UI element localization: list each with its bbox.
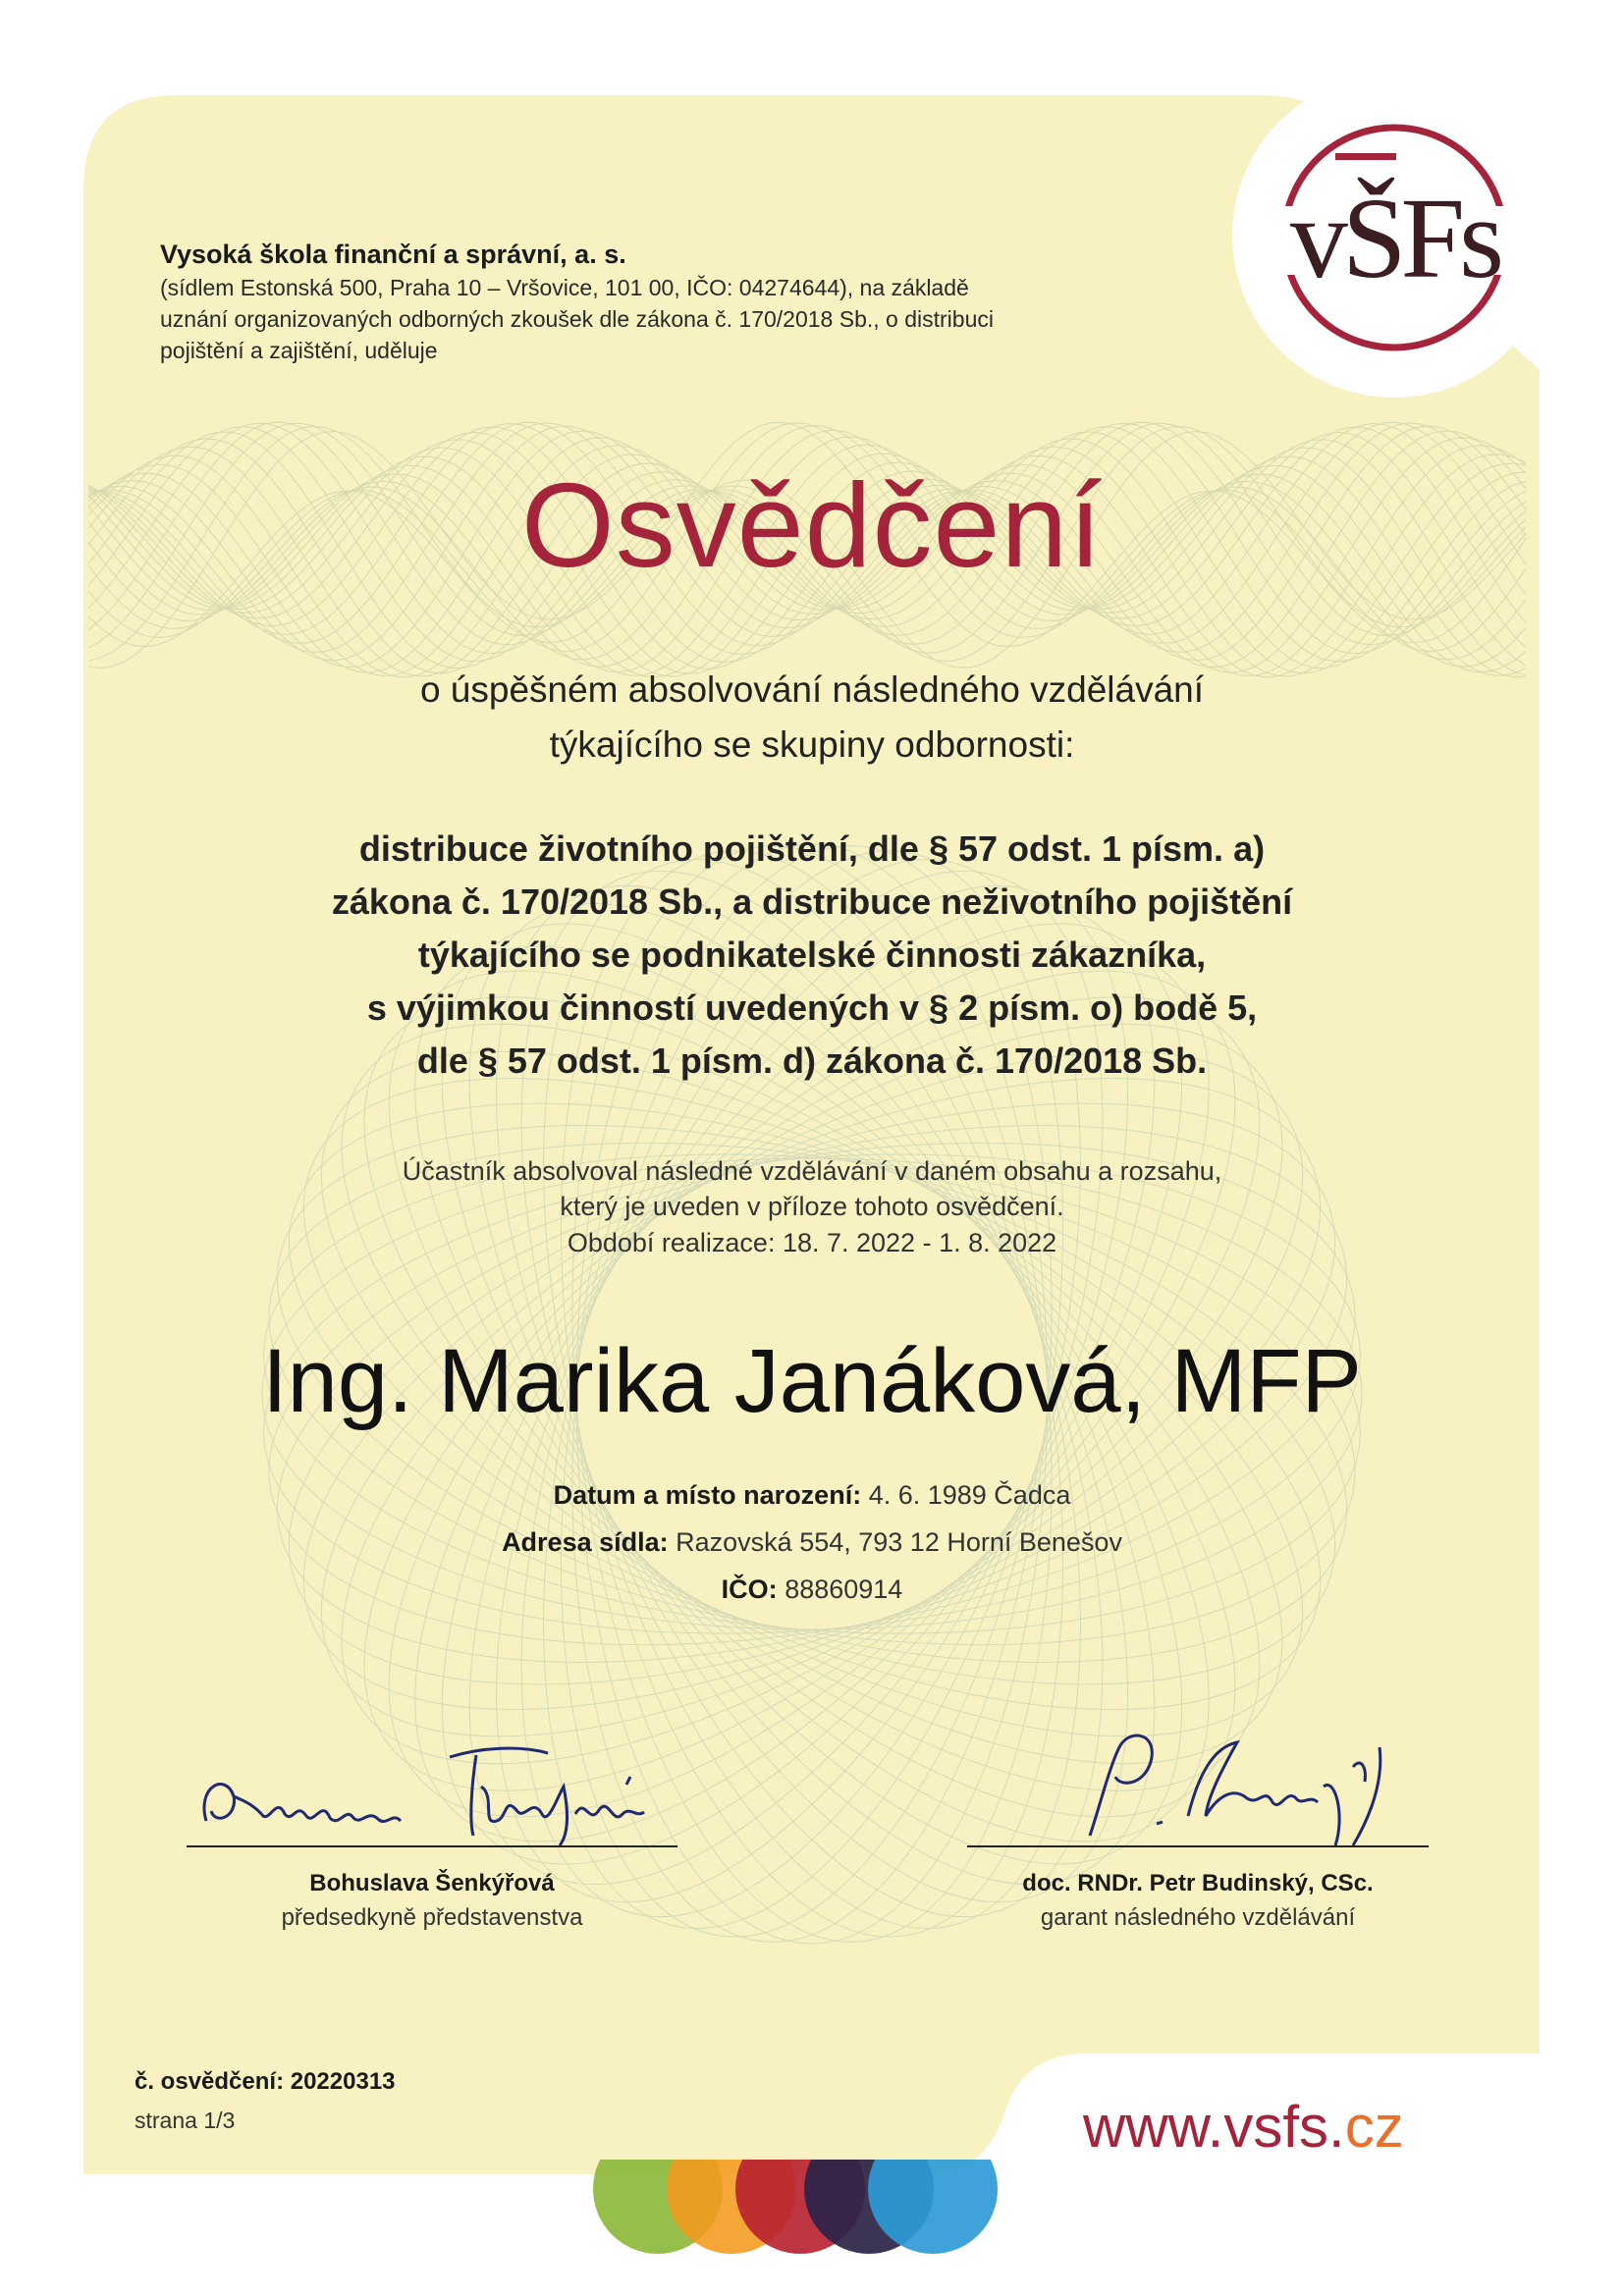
specialization-line: zákona č. 170/2018 Sb., a distribuce neživotního pojištění — [331, 881, 1293, 922]
signatory-role: garant následného vzdělávání — [1040, 1904, 1356, 1931]
signatory-role: předsedkyně představenstva — [281, 1904, 583, 1931]
ico-label: IČO: — [721, 1575, 778, 1604]
certificate-title: Osvědčení — [520, 458, 1104, 592]
completion-note-line: Účastník absolvoval následné vzdělávání v daném obsahu a rozsahu, — [402, 1156, 1222, 1186]
birth-label: Datum a místo narození: — [553, 1480, 862, 1510]
address-info — [0, 1527, 1624, 1558]
signatory-name: doc. RNDr. Petr Budinský, CSc. — [1022, 1870, 1374, 1896]
birth-info — [0, 1480, 1624, 1511]
specialization-line: s výjimkou činností uvedených v § 2 písm. o) bodě 5, — [366, 988, 1258, 1028]
website-main: www.vsfs. — [1083, 2094, 1345, 2160]
svg-text:vŠFs: vŠFs — [1289, 174, 1499, 302]
specialization-line: týkajícího se podnikatelské činnosti zákazníka, — [417, 934, 1207, 975]
issuer-name: Vysoká škola finanční a správní, a. s. — [160, 240, 626, 269]
signature-line — [967, 1845, 1429, 1847]
website-tld: cz — [1344, 2094, 1404, 2160]
website-link[interactable] — [1083, 2093, 1404, 2161]
holder-name: Ing. Marika Janáková, MFP — [262, 1331, 1362, 1431]
specialization-line: dle § 57 odst. 1 písm. d) zákona č. 170/2018 Sb. — [416, 1041, 1208, 1081]
signature-line — [187, 1845, 677, 1847]
address-value: Razovská 554, 793 12 Horní Benešov — [676, 1527, 1122, 1557]
realization-period: Období realizace: 18. 7. 2022 - 1. 8. 2022 — [567, 1228, 1057, 1257]
subtitle-line: o úspěšném absolvování následného vzdělávání — [419, 669, 1205, 710]
ico-value: 88860914 — [785, 1575, 903, 1604]
ico-info — [0, 1575, 1624, 1605]
page-number: strana 1/3 — [135, 2108, 236, 2133]
issuer-line: (sídlem Estonská 500, Praha 10 – Vršovice, 101 00, IČO: 04274644), na základě — [160, 275, 969, 300]
signature-senkyrova — [187, 1728, 717, 1855]
subtitle-line: týkajícího se skupiny odbornosti: — [549, 724, 1075, 765]
issuer-line: pojištění a zajištění, uděluje — [160, 338, 438, 363]
signatory-name: Bohuslava Šenkýřová — [309, 1870, 555, 1896]
specialization-line: distribuce životního pojištění, dle § 57 odst. 1 písm. a) — [358, 828, 1266, 869]
completion-note-line: který je uveden v příloze tohoto osvědčení. — [560, 1192, 1064, 1221]
issuer-line: uznání organizovaných odborných zkoušek dle zákona č. 170/2018 Sb., o distribuci — [160, 306, 994, 332]
address-label: Adresa sídla: — [502, 1527, 669, 1557]
birth-value: 4. 6. 1989 Čadca — [868, 1480, 1071, 1510]
brand-color-band — [589, 2160, 1001, 2296]
vsfs-logo-icon — [1218, 59, 1571, 412]
certificate-number: č. osvědčení: 20220313 — [135, 2068, 396, 2095]
signature-budinsky — [1041, 1708, 1414, 1855]
